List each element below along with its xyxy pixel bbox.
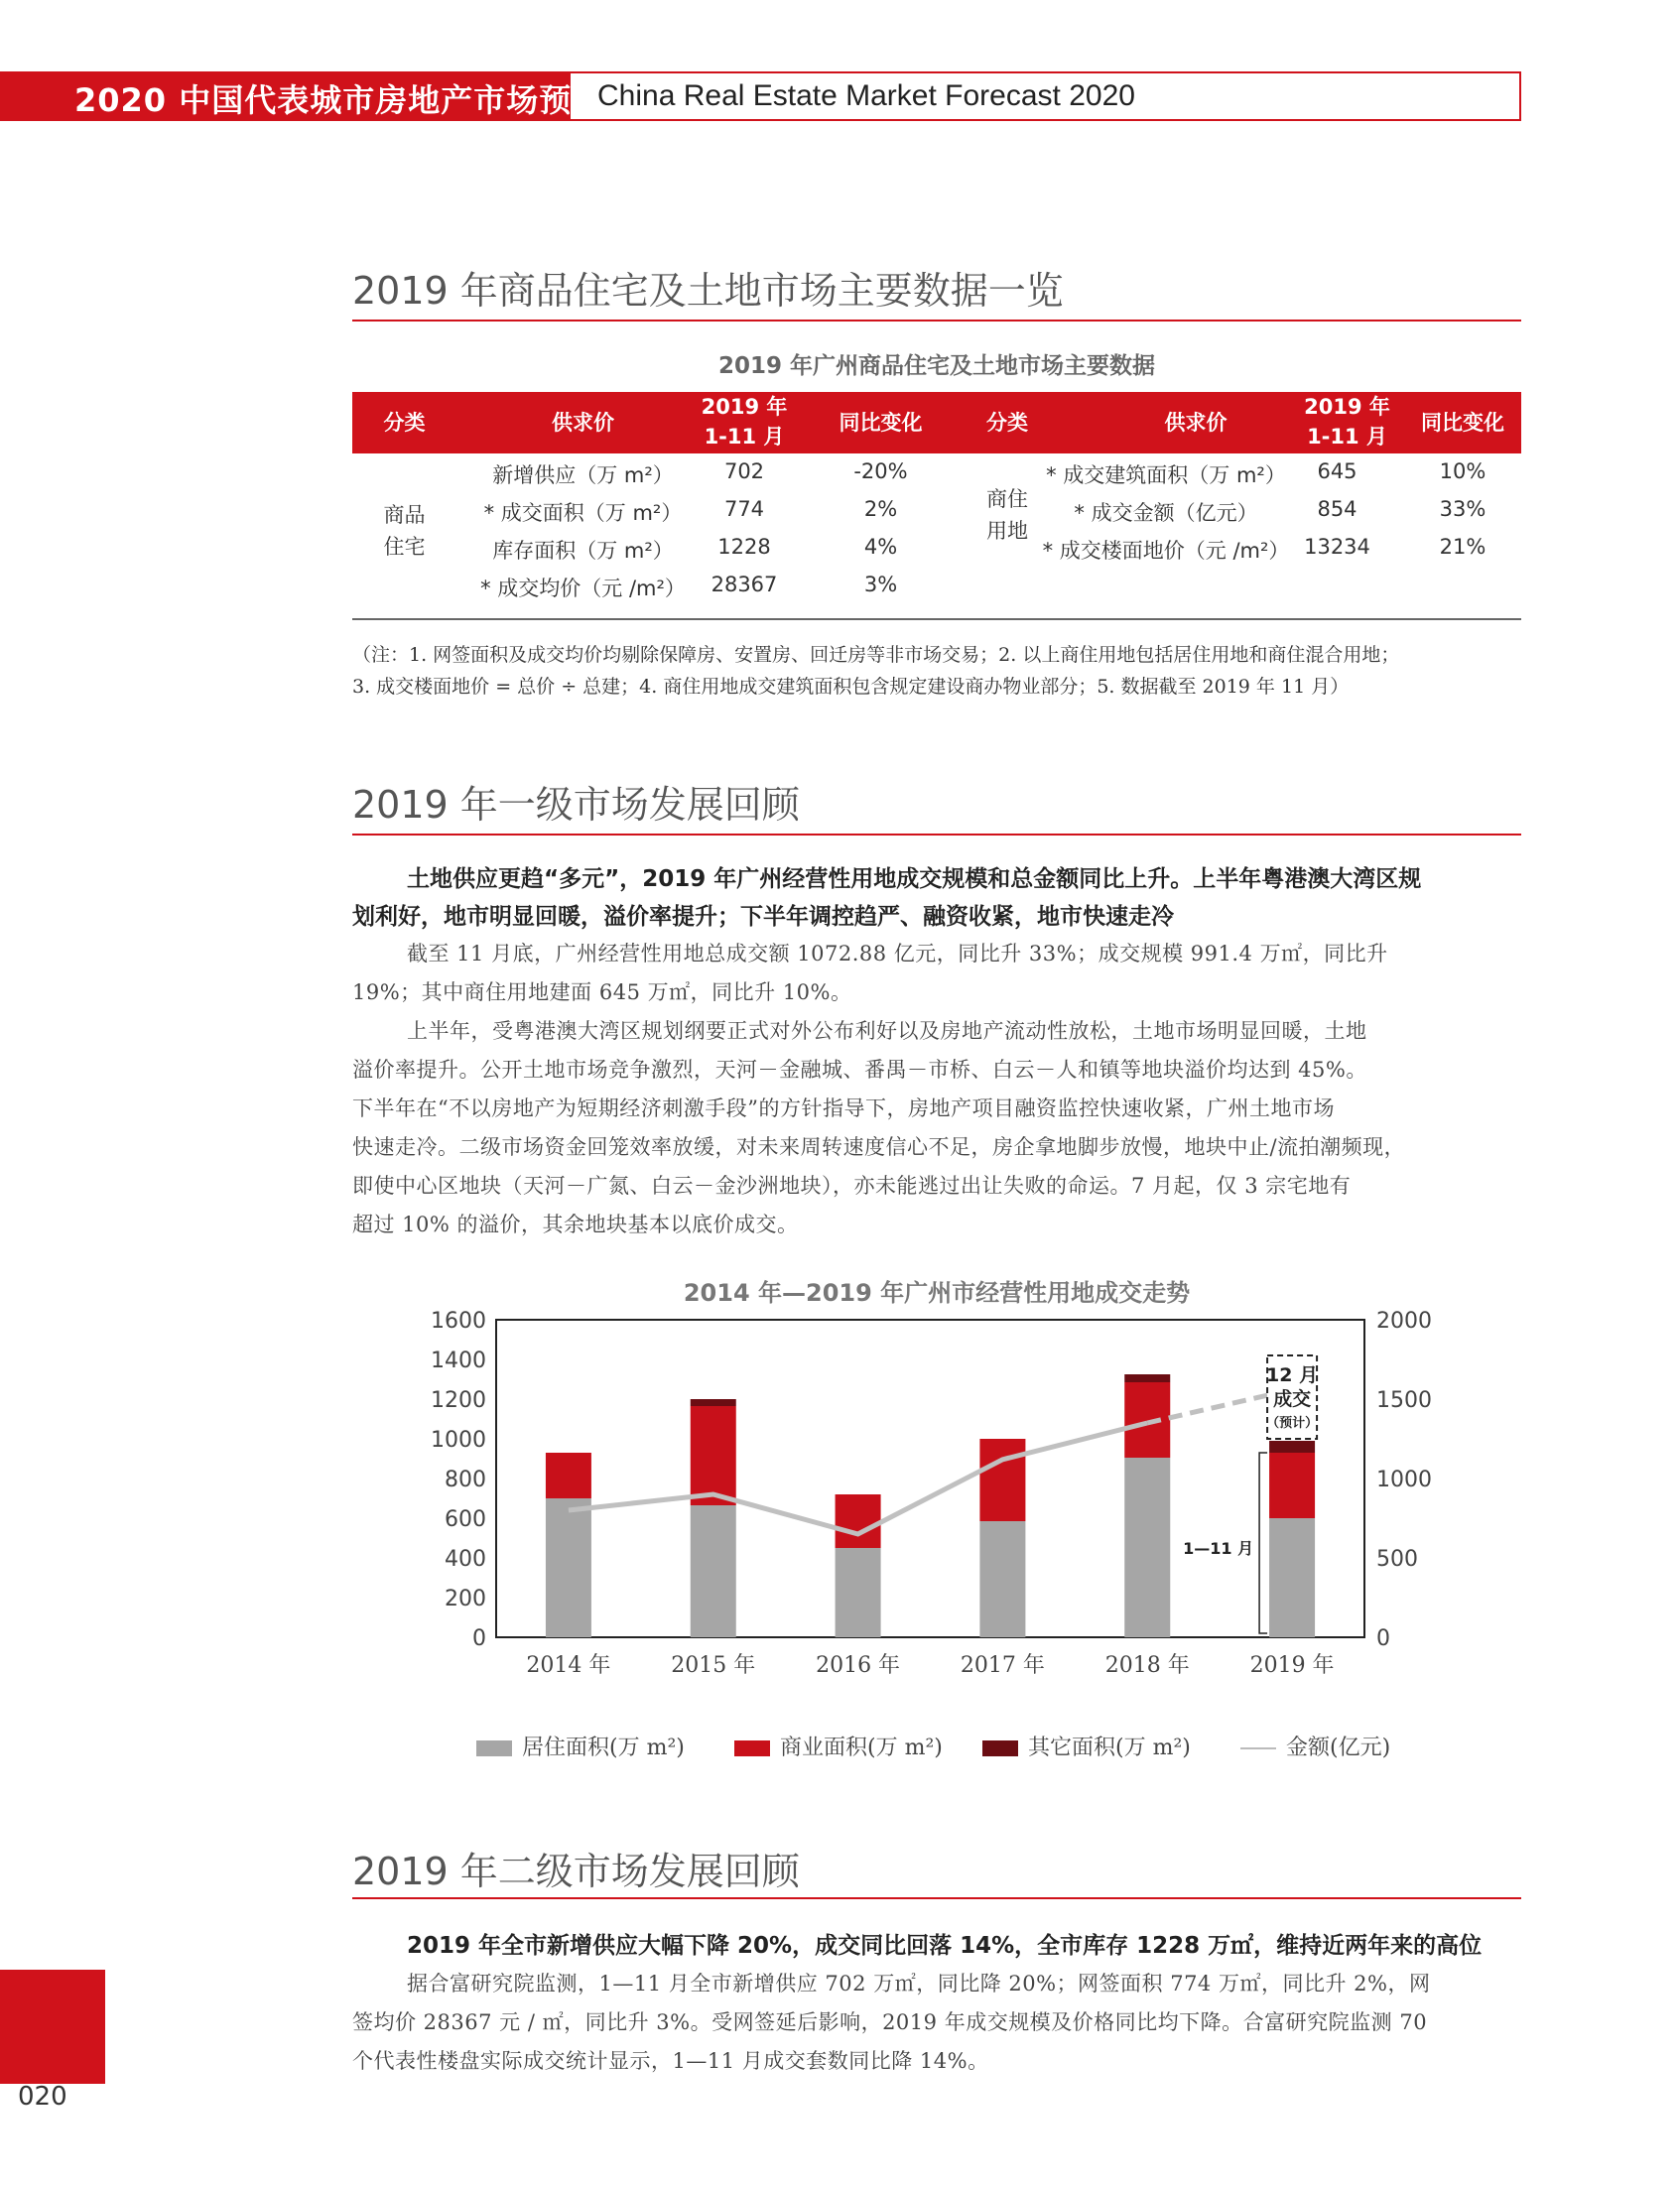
y-tick-label: 1200: [431, 1388, 486, 1413]
th-category-right: 分类: [986, 411, 1028, 435]
section-divider: [352, 834, 1521, 836]
body-text: 签均价 28367 元 / ㎡，同比升 3%。受网签延后影响，2019 年成交规模及价格同比均下降。合富研究院监测 70: [352, 2010, 1428, 2034]
land-transaction-chart: [417, 1310, 1439, 1707]
bar-segment: [691, 1399, 736, 1406]
legend-swatch: [1240, 1747, 1276, 1749]
body-text: 个代表性楼盘实际成交统计显示，1—11 月成交套数同比降 14%。: [352, 2049, 989, 2073]
y2-tick-label: 500: [1376, 1547, 1418, 1572]
bar-segment: [1269, 1518, 1315, 1637]
bar-segment: [836, 1494, 881, 1548]
y2-tick-label: 2000: [1376, 1310, 1432, 1334]
bar-segment: [1269, 1453, 1315, 1518]
annotation-jan-nov: 1—11 月: [1183, 1539, 1254, 1558]
plot-frame: [496, 1320, 1364, 1637]
y2-tick-label: 1000: [1376, 1468, 1432, 1492]
annotation-dec: 12 月: [1266, 1364, 1319, 1386]
y-tick-label: 1600: [431, 1310, 486, 1334]
table-cell-item: * 成交均价（元 /m²）: [480, 577, 686, 600]
table-cell-yoy: 10%: [1439, 459, 1486, 483]
y-tick-label: 0: [472, 1626, 486, 1651]
section-title-overview: 2019 年商品住宅及土地市场主要数据一览: [352, 269, 1064, 313]
body-text: 即使中心区地块（天河－广氮、白云－金沙洲地块），亦未能逃过出让失败的命运。7 月起，仅 3 宗宅地有: [352, 1174, 1352, 1198]
bar-segment: [546, 1498, 591, 1637]
body-text: 超过 10% 的溢价，其余地块基本以底价成交。: [352, 1213, 799, 1236]
bar-segment: [836, 1548, 881, 1637]
body-text: 下半年在“不以房地产为短期经济刺激手段”的方针指导下，房地产项目融资监控快速收紧，广州土地市场: [352, 1096, 1335, 1120]
bar-segment: [979, 1521, 1025, 1637]
table-cell-value: 702: [723, 459, 765, 483]
table-cell-yoy: -20%: [853, 459, 908, 483]
x-tick-label: 2017 年: [960, 1653, 1045, 1678]
bar-segment: [1269, 1441, 1315, 1453]
table-cell-value: 645: [1317, 459, 1357, 483]
table-header: [352, 392, 1521, 453]
legend-other: [982, 1731, 1191, 1761]
section-divider: [352, 320, 1521, 322]
bar-segment: [979, 1439, 1025, 1521]
bar-segment: [691, 1505, 736, 1637]
table-group-label: 住宅: [383, 535, 426, 559]
table-group-label: 商住: [986, 487, 1028, 511]
table-cell-yoy: 4%: [863, 535, 898, 559]
lead-paragraph: 划利好，地市明显回暖，溢价率提升；下半年调控趋严、融资收紧，地市快速走冷: [352, 904, 1174, 930]
y-tick-label: 600: [445, 1507, 486, 1532]
th-item-right: 供求价: [1164, 411, 1228, 435]
table-cell-value: 854: [1317, 497, 1357, 521]
bar-segment: [691, 1406, 736, 1505]
table-cell-yoy: 3%: [863, 573, 898, 596]
legend-swatch: [476, 1740, 512, 1756]
legend-swatch: [734, 1740, 770, 1756]
annotation-dec: （预计）: [1266, 1416, 1319, 1431]
table-group-label: 用地: [986, 519, 1028, 543]
table-cell-item: 库存面积（万 m²）: [492, 539, 674, 563]
bar-segment: [1124, 1382, 1170, 1458]
bar-segment: [1124, 1458, 1170, 1637]
th-yoy-right: 同比变化: [1421, 411, 1504, 435]
y-tick-label: 400: [445, 1547, 486, 1572]
bar-segment: [1124, 1374, 1170, 1382]
header-title-cn: 2020 中国代表城市房地产市场预测: [74, 81, 605, 119]
section-title-primary-market: 2019 年一级市场发展回顾: [352, 783, 800, 827]
table-cell-yoy: 2%: [863, 497, 898, 521]
y-tick-label: 200: [445, 1587, 486, 1611]
table-cell-item: * 成交面积（万 m²）: [483, 501, 683, 525]
table-caption: 2019 年广州商品住宅及土地市场主要数据: [717, 353, 1156, 379]
body-text: 19%；其中商住用地建面 645 万㎡，同比升 10%。: [352, 980, 852, 1004]
x-tick-label: 2014 年: [526, 1653, 611, 1678]
th-period-right-2: 1-11 月: [1307, 425, 1387, 449]
th-period-right-1: 2019 年: [1304, 395, 1390, 419]
table-note: （注：1. 网签面积及成交均价均剔除保障房、安置房、回迁房等非市场交易；2. 以上商住用地包括居住用地和商住混合用地；: [352, 644, 1400, 666]
x-tick-label: 2015 年: [671, 1653, 756, 1678]
th-category-left: 分类: [383, 411, 426, 435]
x-tick-label: 2016 年: [816, 1653, 901, 1678]
legend-label: 居住面积(万 m²): [522, 1736, 685, 1760]
annotation-bracket: [1259, 1453, 1267, 1633]
th-item-left: 供求价: [552, 411, 614, 435]
chart-title: 2014 年—2019 年广州市经营性用地成交走势: [683, 1279, 1191, 1307]
body-text: 快速走冷。二级市场资金回笼效率放缓，对未来周转速度信心不足，房企拿地脚步放慢，地块中止/流拍潮频现，: [352, 1135, 1406, 1159]
th-period-left-1: 2019 年: [701, 395, 788, 419]
table-cell-value: 28367: [711, 573, 778, 596]
body-text: 溢价率提升。公开土地市场竞争激烈，天河－金融城、番禺－市桥、白云－人和镇等地块溢价均达到 45%。: [352, 1058, 1367, 1082]
th-period-left-2: 1-11 月: [704, 425, 785, 449]
y2-tick-label: 1500: [1376, 1388, 1432, 1413]
table-bottom-rule: [352, 618, 1521, 620]
body-text: 截至 11 月底，广州经营性用地总成交额 1072.88 亿元，同比升 33%；成交规模 991.4 万㎡，同比升: [407, 942, 1388, 965]
table-cell-value: 13234: [1304, 535, 1370, 559]
annotation-dec: 成交: [1273, 1388, 1312, 1410]
table-cell-item: * 成交建筑面积（万 m²）: [1046, 463, 1286, 487]
x-tick-label: 2019 年: [1249, 1653, 1335, 1678]
table-cell-item: * 成交金额（亿元）: [1074, 501, 1258, 525]
lead-paragraph: 土地供应更趋“多元”，2019 年广州经营性用地成交规模和总金额同比上升。上半年粤港澳大湾区规: [407, 866, 1422, 892]
table-group-label: 商品: [383, 503, 426, 527]
table-cell-item: * 成交楼面地价（元 /m²）: [1042, 539, 1290, 563]
legend-label: 商业面积(万 m²): [780, 1736, 943, 1760]
page-number: 020: [18, 2082, 67, 2112]
legend-residential: [476, 1731, 685, 1761]
table-cell-value: 1228: [717, 535, 771, 559]
legend-amount: [1240, 1731, 1390, 1761]
table-cell-value: 774: [723, 497, 765, 521]
legend-swatch: [982, 1740, 1018, 1756]
legend-label: 金额(亿元): [1286, 1736, 1391, 1760]
y2-tick-label: 0: [1376, 1626, 1390, 1651]
body-text: 上半年，受粤港澳大湾区规划纲要正式对外公布利好以及房地产流动性放松，土地市场明显回暖，土地: [407, 1019, 1367, 1043]
y-tick-label: 1400: [431, 1349, 486, 1373]
header-title-en: China Real Estate Market Forecast 2020: [597, 79, 1135, 112]
legend-label: 其它面积(万 m²): [1028, 1736, 1191, 1760]
legend-commercial: [734, 1731, 943, 1761]
table-note: 3. 成交楼面地价 = 总价 ÷ 总建；4. 商住用地成交建筑面积包含规定建设商办物业部分；5. 数据截至 2019 年 11 月）: [352, 676, 1350, 698]
section-title-secondary-market: 2019 年二级市场发展回顾: [352, 1850, 800, 1893]
body-text: 据合富研究院监测，1—11 月全市新增供应 702 万㎡，同比降 20%；网签面积 774 万㎡，同比升 2%，网: [407, 1972, 1431, 1995]
lead-paragraph: 2019 年全市新增供应大幅下降 20%，成交同比回落 14%，全市库存 1228 万㎡，维持近两年来的高位: [407, 1933, 1483, 1959]
table-cell-yoy: 33%: [1439, 497, 1486, 521]
section-divider: [352, 1897, 1521, 1899]
y-tick-label: 800: [445, 1468, 486, 1492]
table-cell-yoy: 21%: [1439, 535, 1486, 559]
th-yoy-left: 同比变化: [839, 411, 923, 435]
bar-segment: [546, 1453, 591, 1498]
page-corner-block: [0, 1970, 105, 2084]
y-tick-label: 1000: [431, 1428, 486, 1453]
x-tick-label: 2018 年: [1104, 1653, 1190, 1678]
table-cell-item: 新增供应（万 m²）: [492, 463, 674, 487]
